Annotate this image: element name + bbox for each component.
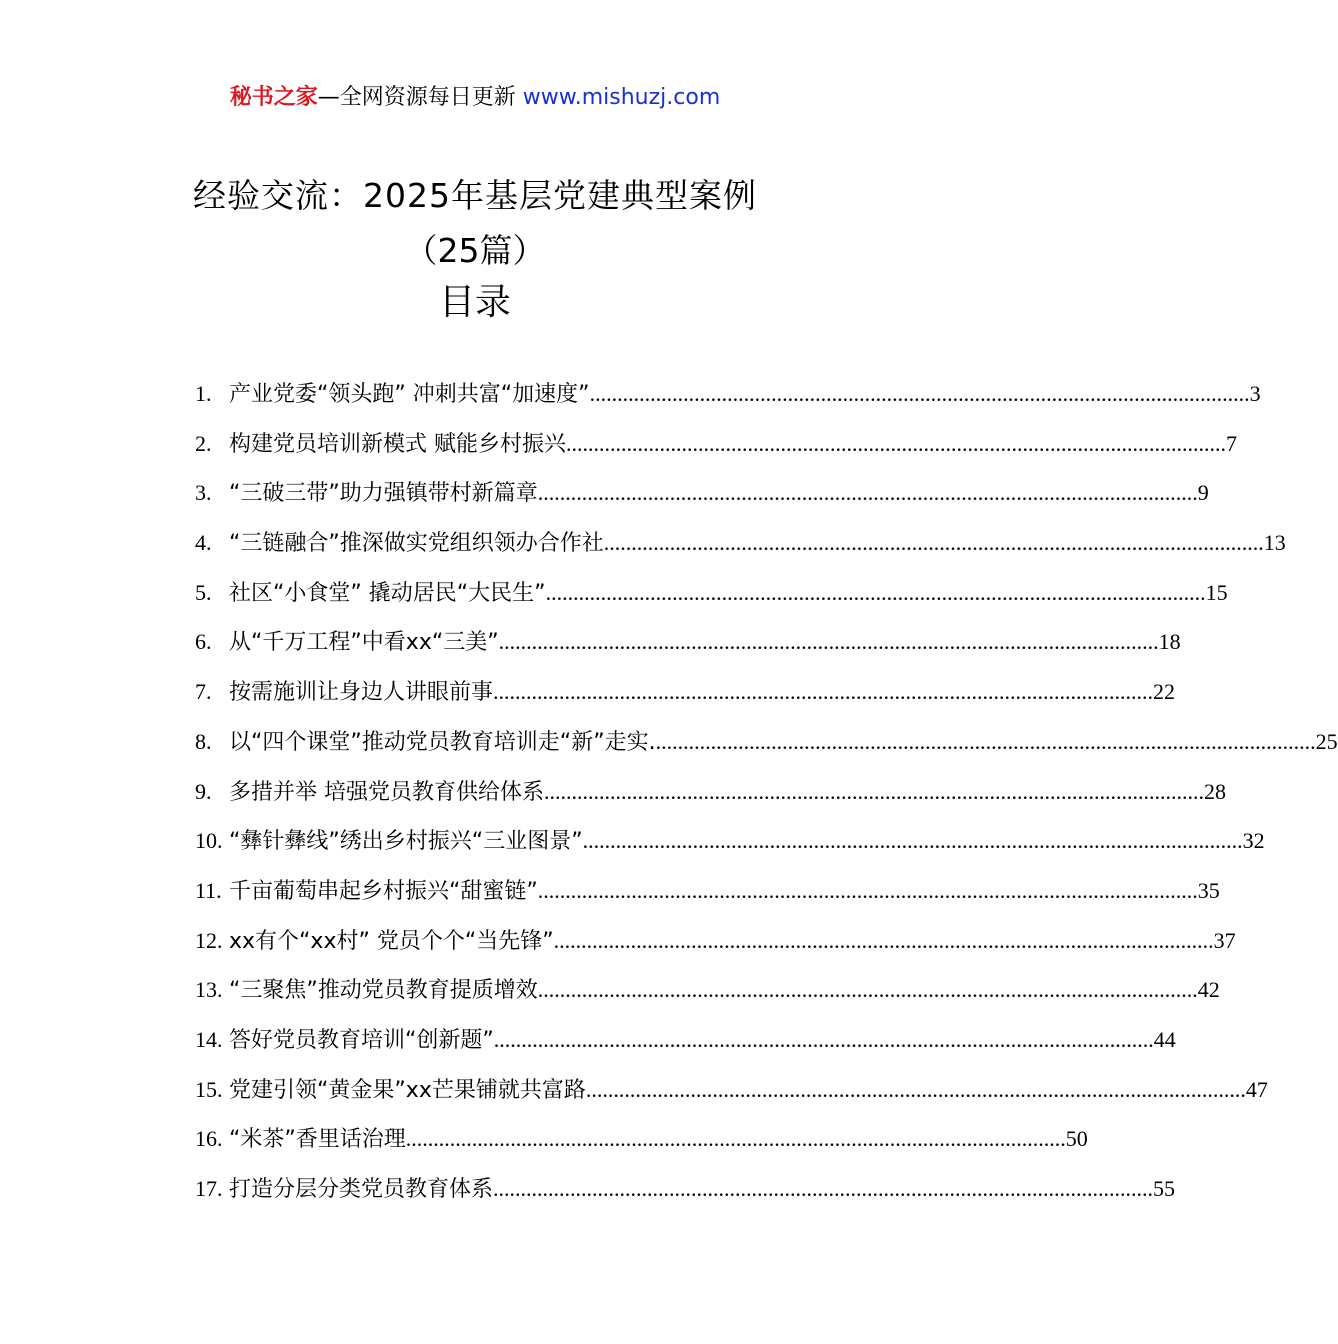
toc-entry-title: “三聚焦”推动党员教育提质增效 xyxy=(229,978,538,1004)
header-separator: — xyxy=(317,85,340,110)
toc-entry-number: 3. xyxy=(195,480,212,506)
toc-entry-page: 50 xyxy=(1065,1126,1088,1152)
toc-leader-dots xyxy=(586,1077,1246,1103)
toc-entry[interactable] xyxy=(195,1073,1268,1123)
table-of-contents xyxy=(195,377,1338,1222)
toc-entry-page: 9 xyxy=(1197,480,1209,506)
toc-entry-number: 8. xyxy=(195,728,212,754)
toc-leader-dots xyxy=(494,1027,1154,1053)
toc-entry-title: xx有个“xx村” 党员个个“当先锋” xyxy=(229,928,554,954)
toc-entry-number: 7. xyxy=(195,679,212,705)
toc-leader-dots xyxy=(566,431,1226,457)
toc-entry-page: 7 xyxy=(1226,430,1237,456)
toc-entry-number: 9. xyxy=(195,778,212,804)
toc-entry-title: 产业党委“领头跑” 冲刺共富“加速度” xyxy=(229,382,590,407)
toc-leader-dots xyxy=(538,480,1198,506)
toc-entry[interactable] xyxy=(195,427,1237,477)
toc-leader-dots xyxy=(546,580,1206,606)
toc-entry-page: 13 xyxy=(1263,530,1286,556)
toc-entry-number: 1. xyxy=(195,381,212,406)
toc-entry-title: “三破三带”助力强镇带村新篇章 xyxy=(229,481,538,507)
toc-entry-title: 按需施训让身边人讲眼前事 xyxy=(229,680,494,706)
toc-entry-number: 5. xyxy=(195,579,212,605)
toc-leader-dots xyxy=(499,629,1159,655)
toc-leader-dots xyxy=(604,530,1264,556)
toc-leader-dots xyxy=(406,1126,1066,1152)
toc-entry[interactable] xyxy=(195,675,1176,725)
site-header xyxy=(0,80,950,111)
toc-entry-number: 16. xyxy=(195,1126,223,1152)
toc-leader-dots xyxy=(656,729,1316,755)
toc-entry[interactable] xyxy=(195,625,1181,675)
toc-entry-title: “彝针彝线”绣出乡村振兴“三业图景” xyxy=(229,829,583,855)
toc-entry-page: 22 xyxy=(1153,679,1176,705)
toc-entry[interactable] xyxy=(195,576,1228,626)
toc-entry-number: 11. xyxy=(195,877,222,903)
toc-entry-number: 4. xyxy=(195,530,212,556)
toc-entry-page: 32 xyxy=(1242,828,1265,854)
header-tagline: 全网资源每日更新 xyxy=(339,85,516,110)
toc-entry-page: 55 xyxy=(1153,1176,1176,1201)
site-url-link[interactable]: www.mishuzj.com xyxy=(522,85,721,110)
toc-entry-title: 以“四个课堂”推动党员教育培训走“新”走实. xyxy=(229,729,656,755)
toc-entry[interactable] xyxy=(195,526,1286,576)
toc-entry-number: 15. xyxy=(195,1076,223,1102)
toc-leader-dots xyxy=(493,1176,1153,1202)
toc-entry-number: 17. xyxy=(195,1176,223,1201)
toc-entry-title: 构建党员培训新模式 赋能乡村振兴 xyxy=(229,431,566,457)
document-subtitle: （25篇） xyxy=(404,231,546,270)
toc-entry[interactable] xyxy=(195,874,1220,924)
toc-leader-dots xyxy=(554,928,1214,954)
toc-entry-page: 18 xyxy=(1158,629,1181,655)
toc-entry-title: “三链融合”推深做实党组织领办合作社 xyxy=(229,531,604,557)
toc-entry-title: 打造分层分类党员教育体系 xyxy=(229,1177,494,1202)
brand-name: 秘书之家 xyxy=(229,85,318,110)
toc-leader-dots xyxy=(590,381,1250,407)
toc-entry-title: “米茶”香里话治理 xyxy=(229,1127,406,1153)
toc-entry-page: 37 xyxy=(1213,927,1236,953)
toc-leader-dots xyxy=(538,977,1198,1003)
toc-entry-number: 14. xyxy=(195,1026,223,1052)
toc-entry-title: 答好党员教育培训“创新题” xyxy=(229,1027,494,1053)
toc-entry-page: 3 xyxy=(1249,381,1261,406)
toc-entry[interactable] xyxy=(195,775,1226,825)
toc-entry-number: 12. xyxy=(195,927,223,953)
toc-entry-page: 47 xyxy=(1245,1076,1268,1102)
toc-entry-title: 社区“小食堂” 撬动居民“大民生” xyxy=(229,580,546,606)
toc-leader-dots xyxy=(583,828,1243,854)
toc-heading: 目录 xyxy=(438,282,511,323)
toc-entry[interactable] xyxy=(195,377,1261,427)
toc-entry-page: 42 xyxy=(1197,977,1220,1003)
toc-entry-title: 多措并举 培强党员教育供给体系 xyxy=(229,779,544,805)
toc-entry-page: 35 xyxy=(1197,877,1220,903)
toc-entry-title: 党建引领“黄金果”xx芒果铺就共富路 xyxy=(229,1077,586,1103)
toc-entry-number: 10. xyxy=(195,828,223,854)
toc-entry[interactable] xyxy=(195,973,1220,1023)
toc-entry[interactable] xyxy=(195,1122,1088,1172)
toc-entry-page: 15 xyxy=(1205,579,1228,605)
toc-entry-page: 28 xyxy=(1204,778,1226,804)
toc-entry-title: 千亩葡萄串起乡村振兴“甜蜜链” xyxy=(229,878,538,904)
toc-entry-number: 2. xyxy=(195,430,212,456)
toc-leader-dots xyxy=(544,779,1204,805)
toc-entry-page: 44 xyxy=(1153,1026,1176,1052)
toc-entry-number: 6. xyxy=(195,629,212,655)
toc-entry-title: 从“千万工程”中看xx“三美” xyxy=(229,630,499,656)
toc-entry[interactable] xyxy=(195,725,1338,775)
toc-entry-number: 13. xyxy=(195,977,223,1003)
toc-leader-dots xyxy=(538,878,1198,904)
toc-entry[interactable] xyxy=(195,476,1209,526)
toc-entry[interactable] xyxy=(195,1172,1176,1222)
toc-leader-dots xyxy=(493,679,1153,705)
toc-entry-page: 25 xyxy=(1315,728,1338,754)
toc-entry[interactable] xyxy=(195,1023,1176,1073)
toc-entry[interactable] xyxy=(195,924,1236,974)
document-title: 经验交流：2025年基层党建典型案例 xyxy=(193,176,757,215)
toc-entry[interactable] xyxy=(195,824,1265,874)
